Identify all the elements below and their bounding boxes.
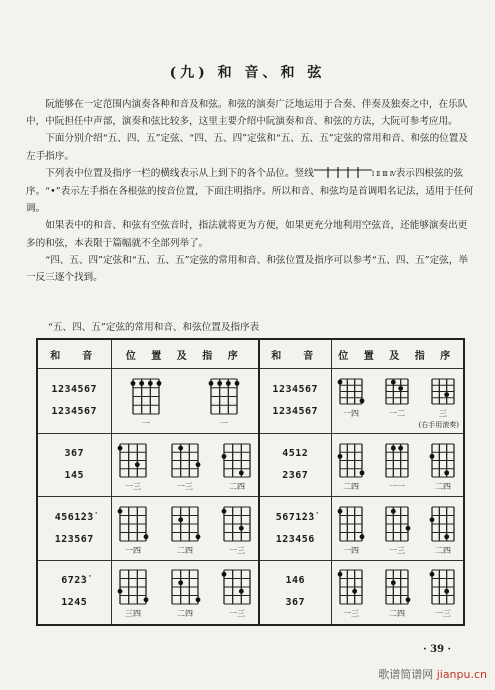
finger-dot — [391, 379, 396, 384]
finger-dot — [221, 508, 226, 513]
finger-dot — [130, 380, 135, 385]
finger-dot — [226, 380, 231, 385]
finger-label: 一一 — [389, 481, 406, 491]
note-line: 4561̇2̇3̇ — [54, 511, 94, 523]
finger-label: 一二 — [389, 408, 406, 418]
finger-label: 一三 — [124, 481, 141, 491]
note-line: 1245 — [61, 597, 88, 609]
position-cell-right — [331, 434, 464, 497]
finger-dot — [178, 517, 183, 522]
finger-dot — [135, 462, 140, 467]
fret-diagram — [220, 438, 254, 493]
finger-dot — [406, 598, 411, 603]
finger-dot — [391, 445, 396, 450]
fret-diagram — [336, 501, 366, 557]
fret-diagram — [382, 438, 412, 493]
finger-label: 一四 — [343, 545, 360, 555]
note-line: 1234567 — [272, 406, 319, 417]
finger-label: 一三 — [343, 609, 360, 619]
finger-dot — [398, 385, 403, 390]
finger-dot — [391, 581, 396, 586]
table-header-row — [37, 339, 464, 369]
finger-label: 一三 — [176, 481, 193, 491]
finger-dot — [430, 572, 435, 577]
finger-dot — [444, 392, 449, 397]
position-cell-left — [111, 369, 259, 434]
finger-dot — [156, 380, 161, 385]
fret-diagram — [382, 501, 412, 557]
finger-label: 一三 — [228, 609, 245, 619]
fret-diagram — [382, 564, 412, 620]
table-row — [37, 434, 464, 497]
paragraph-open-strings: 如果表中的和音、和弦有空弦音时，指法就将更为方便，如果更充分地利用空弦音，还能够演奏出更多的和弦，本表限于篇幅就不全部列举了。 — [26, 220, 468, 249]
section-title: (九) 和 音、和 弦 — [169, 65, 326, 81]
paragraph-legend — [26, 165, 474, 218]
chord-notes-right — [259, 497, 331, 561]
finger-dot — [139, 380, 144, 385]
string-symbol-label: Ⅰ Ⅱ Ⅲ Ⅳ — [371, 170, 396, 178]
finger-dot — [338, 453, 343, 458]
finger-label: 一四 — [343, 408, 360, 418]
position-cell-right — [331, 561, 464, 625]
finger-dot — [444, 470, 449, 475]
finger-label: 三 — [439, 408, 448, 418]
finger-label: 一三 — [389, 545, 406, 555]
note-line: 2367 — [282, 470, 309, 481]
finger-dot — [338, 508, 343, 513]
chord-notes-right — [259, 369, 331, 434]
watermark-site-name: 歌谱简谱网 — [378, 668, 434, 681]
finger-label: 二四 — [389, 609, 406, 619]
chord-table — [36, 338, 465, 626]
finger-dot — [239, 525, 244, 530]
finger-dot — [234, 380, 239, 385]
note-line: 123567 — [54, 533, 94, 545]
chord-notes-right — [259, 561, 331, 625]
note-line: 146 — [285, 575, 306, 587]
fret-diagram — [428, 564, 458, 620]
finger-dot — [178, 445, 183, 450]
finger-dot — [221, 572, 226, 577]
finger-dot — [195, 598, 200, 603]
header-chord-right: 和 音 — [259, 339, 331, 369]
watermark-url: jianpu.cn — [436, 668, 487, 681]
header-position-right: 位 置 及 指 序 — [331, 339, 464, 369]
finger-dot — [430, 453, 435, 458]
finger-dot — [444, 589, 449, 594]
paragraph-intro: 阮能够在一定范围内演奏各种和音及和弦。和弦的演奏广泛地运用于合奏、伴奏及独奏之中，在乐队中，中阮担任中声部，演奏和弦比较多，这里主要介绍中阮演奏和音、和弦的方法，大阮可参考应用。 — [26, 99, 468, 128]
finger-dot — [398, 445, 403, 450]
watermark — [378, 666, 487, 682]
finger-dot — [117, 445, 122, 450]
legend-text-b: 表示四根弦的弦序。“•”表示左手指在各根弦的按音位置，下面注明指序。所以和音、和弦均是首调唱名记法，适用于任何调。 — [26, 167, 474, 215]
finger-dot — [239, 589, 244, 594]
fret-diagram — [207, 373, 241, 430]
legend-text-a: 下列表中位置及指序一栏的横线表示从上到下的各个品位。竖线 — [45, 167, 314, 179]
finger-dot — [360, 470, 365, 475]
chord-notes-left — [37, 497, 111, 561]
page-number: · 39 · — [423, 644, 451, 655]
fret-diagram — [129, 373, 163, 430]
finger-dot — [406, 525, 411, 530]
fret-diagram — [428, 501, 458, 557]
note-line: 4512 — [282, 448, 309, 459]
finger-dot — [117, 508, 122, 513]
fret-diagram — [168, 438, 202, 493]
finger-dot — [148, 380, 153, 385]
fret-diagram — [220, 564, 254, 620]
fret-diagram — [116, 564, 150, 620]
header-position-left: 位 置 及 指 序 — [111, 339, 259, 369]
paragraph-tunings: 下面分别介绍“五、四、五”定弦、“四、五、四”定弦和“五、五、五”定弦的常用和音、和弦的位置及左手指序。 — [26, 133, 468, 162]
finger-label: 二四 — [435, 545, 452, 555]
finger-dot — [143, 598, 148, 603]
finger-label: 二四 — [435, 481, 452, 491]
finger-label: 一 — [219, 418, 228, 428]
fret-diagram — [220, 501, 254, 557]
fret-diagram — [336, 373, 366, 420]
finger-label: 三四 — [124, 609, 141, 619]
fret-diagram — [168, 501, 202, 557]
finger-dot — [360, 534, 365, 539]
finger-label: 二四 — [176, 545, 193, 555]
position-cell-right — [331, 497, 464, 561]
note-line: 1234567 — [272, 384, 319, 395]
fret-diagram — [428, 438, 458, 493]
finger-dot — [338, 572, 343, 577]
note-line: 123456 — [275, 533, 315, 545]
note-line: 367 — [285, 597, 306, 609]
finger-dot — [360, 398, 365, 403]
right-hand-note: (右手用滚奏) — [418, 420, 459, 429]
finger-dot — [117, 589, 122, 594]
fret-diagram — [336, 438, 366, 493]
fret-diagram — [116, 501, 150, 557]
string-symbol-icon — [314, 167, 372, 178]
note-line: 5671̇2̇3̇ — [275, 511, 315, 523]
finger-dot — [195, 462, 200, 467]
chord-notes-left — [37, 369, 111, 434]
table-row — [37, 369, 464, 434]
finger-dot — [208, 380, 213, 385]
table-row — [37, 561, 464, 625]
finger-dot — [239, 470, 244, 475]
finger-dot — [391, 508, 396, 513]
finger-label: 一四 — [124, 545, 141, 555]
note-line: 1234567 — [51, 384, 98, 395]
chord-notes-left — [37, 434, 111, 497]
fret-diagram — [336, 564, 366, 620]
finger-dot — [430, 517, 435, 522]
finger-dot — [444, 534, 449, 539]
note-line: 672̇3̇ — [61, 575, 88, 587]
finger-label: 二四 — [228, 481, 245, 491]
position-cell-right — [331, 369, 464, 434]
fret-diagram — [168, 564, 202, 620]
finger-dot — [353, 589, 358, 594]
header-chord-left: 和 音 — [37, 339, 111, 369]
finger-label: 二四 — [343, 481, 360, 491]
table-row — [37, 497, 464, 561]
finger-dot — [195, 534, 200, 539]
position-cell-left — [111, 561, 259, 625]
chord-notes-left — [37, 561, 111, 625]
finger-dot — [221, 453, 226, 458]
fret-diagram — [116, 438, 150, 493]
chord-notes-right — [259, 434, 331, 497]
position-cell-left — [111, 497, 259, 561]
finger-dot — [217, 380, 222, 385]
position-cell-left — [111, 434, 259, 497]
finger-dot — [338, 379, 343, 384]
finger-label: 一三 — [228, 545, 245, 555]
finger-label: 一三 — [435, 609, 452, 619]
finger-dot — [178, 581, 183, 586]
finger-dot — [143, 534, 148, 539]
note-line: 145 — [64, 470, 85, 481]
finger-label: 一 — [141, 418, 150, 428]
body-text — [26, 96, 474, 286]
table-caption: “五、四、五”定弦的常用和音、和弦位置及指序表 — [48, 322, 260, 333]
note-line: 1234567 — [51, 406, 98, 417]
paragraph-other-tunings: “四、五、四”定弦和“五、五、五”定弦的常用和音、和弦位置及指序可以参考“五、四、五”定弦，举一反三逐个找到。 — [26, 254, 468, 284]
note-line: 367 — [64, 448, 85, 459]
fret-diagram — [382, 373, 412, 420]
fret-diagram — [428, 373, 458, 420]
finger-label: 二四 — [176, 609, 193, 619]
